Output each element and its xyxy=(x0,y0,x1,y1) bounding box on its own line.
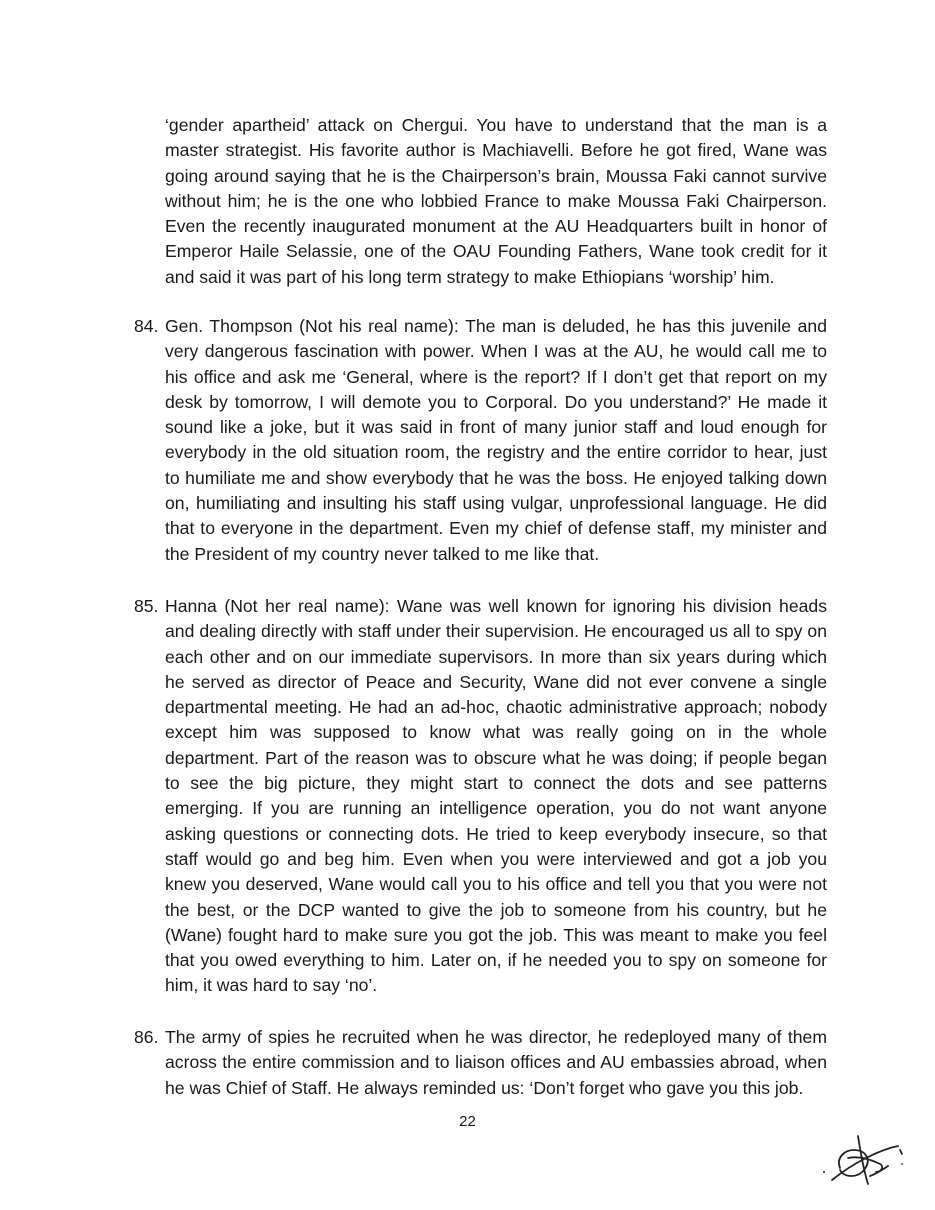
paragraph-continuation: ‘gender apartheid’ attack on Chergui. You have to understand that the man is a master strategist. His favorite author is Machiavelli. Before he got fired, Wane was going around saying that he is the Chairperson’s brain, Moussa Faki cannot survive without him; he is the one who lobbied France to make Moussa Faki Chairperson. Even the recently inaugurated monument at the AU Headquarters built in honor of Emperor Haile Selassie, one of the OAU Founding Fathers, Wane took credit for it and said it was part of his long term strategy to make Ethiopians ‘worship’ him. xyxy=(165,115,827,287)
paragraph-84-number: 84. xyxy=(134,316,159,336)
paragraph-85-number: 85. xyxy=(134,596,159,616)
paragraph-84: Gen. Thompson (Not his real name): The man is deluded, he has this juvenile and very dangerous fascination with power. When I was at the AU, he would call me to his office and ask me ‘General, where is the report? If I don’t get that report on my desk by tomorrow, I will demote you to Corporal. Do you understand?’ He made it sound like a joke, but it was said in front of many junior staff and loud enough for everybody in the old situation room, the registry and the entire corridor to hear, just to humiliate me and show everybody that he was the boss. He enjoyed talking down on, humiliating and insulting his staff using vulgar, unprofessional language. He did that to everyone in the department. Even my chief of defense staff, my minister and the President of my country never talked to me like that. xyxy=(165,316,827,564)
handwritten-signature-icon xyxy=(818,1128,908,1190)
paragraph-85: Hanna (Not her real name): Wane was well known for ignoring his division heads and dealing directly with staff under their supervision. He encouraged us all to spy on each other and on our immediate supervisors. In more than six years during which he served as director of Peace and Security, Wane did not ever convene a single departmental meeting. He had an ad-hoc, chaotic administrative approach; nobody except him was supposed to know what was really going on in the whole department. Part of the reason was to obscure what he was doing; if people began to see the big picture, they might start to connect the dots and see patterns emerging. If you are running an intelligence operation, you do not want anyone asking questions or connecting dots. He tried to keep everybody insecure, so that staff would go and beg him. Even when you were interviewed and got a job you knew you deserved, Wane would call you to his office and tell you that you were not the best, or the DCP wanted to give the job to someone from his country, but he (Wane) fought hard to make sure you got the job. This was meant to make you feel that you owed everything to him. Later on, if he needed you to spy on someone for him, it was hard to say ‘no’. xyxy=(165,596,827,996)
page-number: 22 xyxy=(459,1113,476,1130)
paragraph-86-number: 86. xyxy=(134,1027,159,1047)
paragraph-86: The army of spies he recruited when he was director, he redeployed many of them across the entire commission and to liaison offices and AU embassies abroad, when he was Chief of Staff. He always reminded us: ‘Don’t forget who gave you this job. xyxy=(165,1027,827,1098)
